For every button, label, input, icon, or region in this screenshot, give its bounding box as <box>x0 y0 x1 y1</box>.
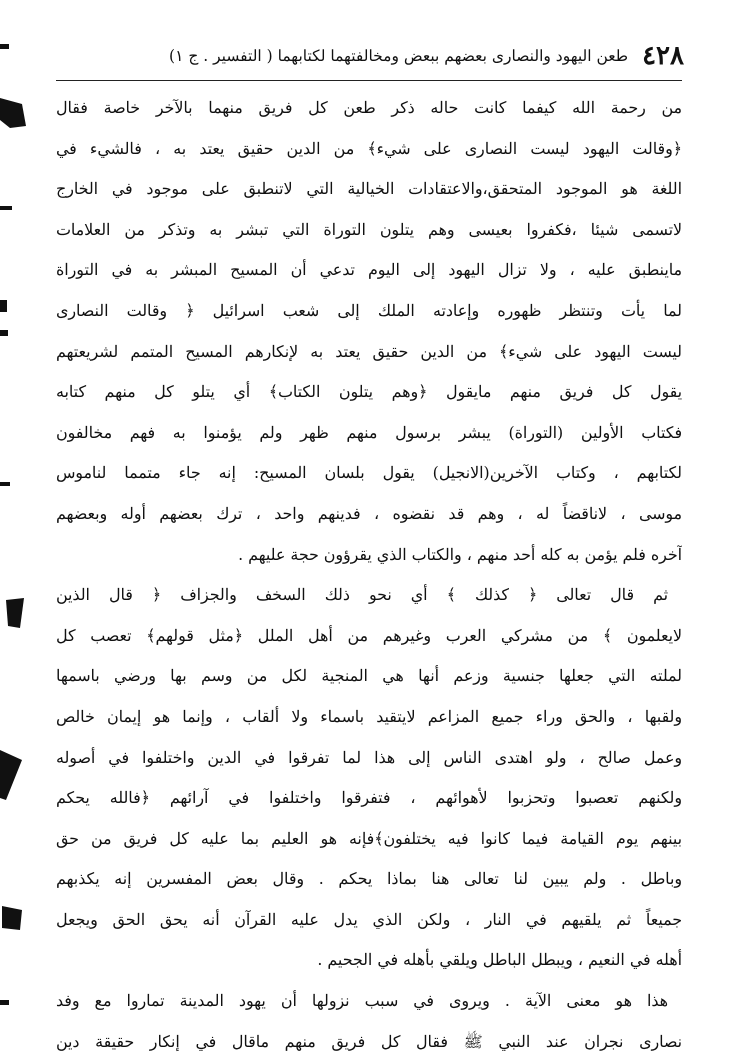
text-line: جميعاً ثم يلقيهم في النار ، ولكن الذي يدل عليه القرآن أنه يحق الحق ويجعل <box>56 909 682 929</box>
text-line: يقول كل فريق منهم مايقول ﴿وهم يتلون الكتاب﴾ أي يتلو كل منهم كتابه <box>56 382 682 402</box>
text-line: ﴿وقالت اليهود ليست النصارى على شيء﴾ من الدين حقيق يعتد به ، فالشيء في <box>56 138 682 158</box>
text-line: آخره فلم يؤمن به كله أحد منهم ، والكتاب الذي يقرؤون حجة عليهم . <box>238 544 682 564</box>
scan-edge-marks <box>0 0 30 1049</box>
text-line: لملته التي جعلها جنسية وزعم أنها هي المنجية لكل من وسم بها ورضي باسمها <box>56 666 682 686</box>
text-line: ولكنهم تعصبوا وتحزبوا لأهوائهم ، فتفرقوا واختلفوا في آرائهم ﴿فالله يحكم <box>56 788 682 808</box>
text-line: ماينطبق عليه ، ولا تزال اليهود إلى اليوم تدعي أن المسيح المبشر به في التوراة <box>56 260 682 280</box>
text-line: اللغة هو الموجود المتحقق،والاعتقادات الخيالية التي لاتنطبق على موجود في الخارج <box>56 179 682 199</box>
text-line: لايعلمون ﴾ من مشركي العرب وغيرهم من أهل الملل ﴿مثل قولهم﴾ تعصب كل <box>56 625 682 645</box>
header-divider <box>56 80 682 81</box>
text-line: فكتاب الأولين (التوراة) يبشر برسول منهم ظهر ولم يؤمنوا به فهم مخالفون <box>56 422 682 442</box>
text-line: بينهم يوم القيامة فيما كانوا فيه يختلفون﴾فإنه هو العليم بما عليه كل فريق من حق <box>56 828 682 848</box>
page-number: ٤٢٨ <box>642 41 684 71</box>
text-line: وعمل صالح ، ولو اهتدى الناس إلى هذا لما تفرقوا في الدين واختلفوا في أصوله <box>56 747 682 767</box>
text-line: هذا هو معنى الآية . ويروى في سبب نزولها أن يهود المدينة تماروا مع وفد <box>56 991 668 1011</box>
text-line: وباطل . ولم يبين لنا تعالى هنا بماذا يحكم . وقال بعض المفسرين إنه يكذبهم <box>56 869 682 889</box>
text-line: لاتسمى شيئا ،فكفروا بعيسى وهم يتلون التوراة التي تبشر به وتذكر من العلامات <box>56 219 682 239</box>
text-line: من رحمة الله كيفما كانت حاله ذكر طعن كل فريق منهما بالآخر خاصة فقال <box>56 98 682 117</box>
text-line: موسى ، لاناقضاً له ، وهم قد نقضوه ، فدينهم واحد ، ترك بعضهم أوله وبعضهم <box>56 503 682 523</box>
page-header <box>48 36 684 76</box>
text-line: لكتابهم ، وكتاب الآخرين(الانجيل) يقول بلسان المسيح: إنه جاء متمما لناموس <box>56 463 682 483</box>
body-text <box>56 88 682 1062</box>
running-title: طعن اليهود والنصارى بعضهم ببعض ومخالفتهما لكتابهما ( التفسير . ج ١) <box>169 47 629 65</box>
text-line: ولقبها ، والحق وراء جميع المزاعم لايتقيد باسماء ولا ألقاب ، وإنما هو إيمان خالص <box>56 706 682 726</box>
text-line: نصارى نجران عند النبي ﷺ فقال كل فريق منهم ماقال في إنكار حقيقة دين <box>56 1031 682 1051</box>
text-line: ليست اليهود على شيء﴾ من الدين حقيق يعتد به لإنكارهم المسيح المتمم لشريعتهم <box>56 341 682 361</box>
text-line: لما يأت وتنتظر ظهوره وإعادته الملك إلى شعب اسرائيل ﴿ وقالت النصارى <box>56 300 682 320</box>
text-line: ثم قال تعالى ﴿ كذلك ﴾ أي نحو ذلك السخف والجزاف ﴿ قال الذين <box>56 585 668 605</box>
text-line: أهله في النعيم ، ويبطل الباطل ويلقي بأهله في الجحيم . <box>317 950 682 970</box>
